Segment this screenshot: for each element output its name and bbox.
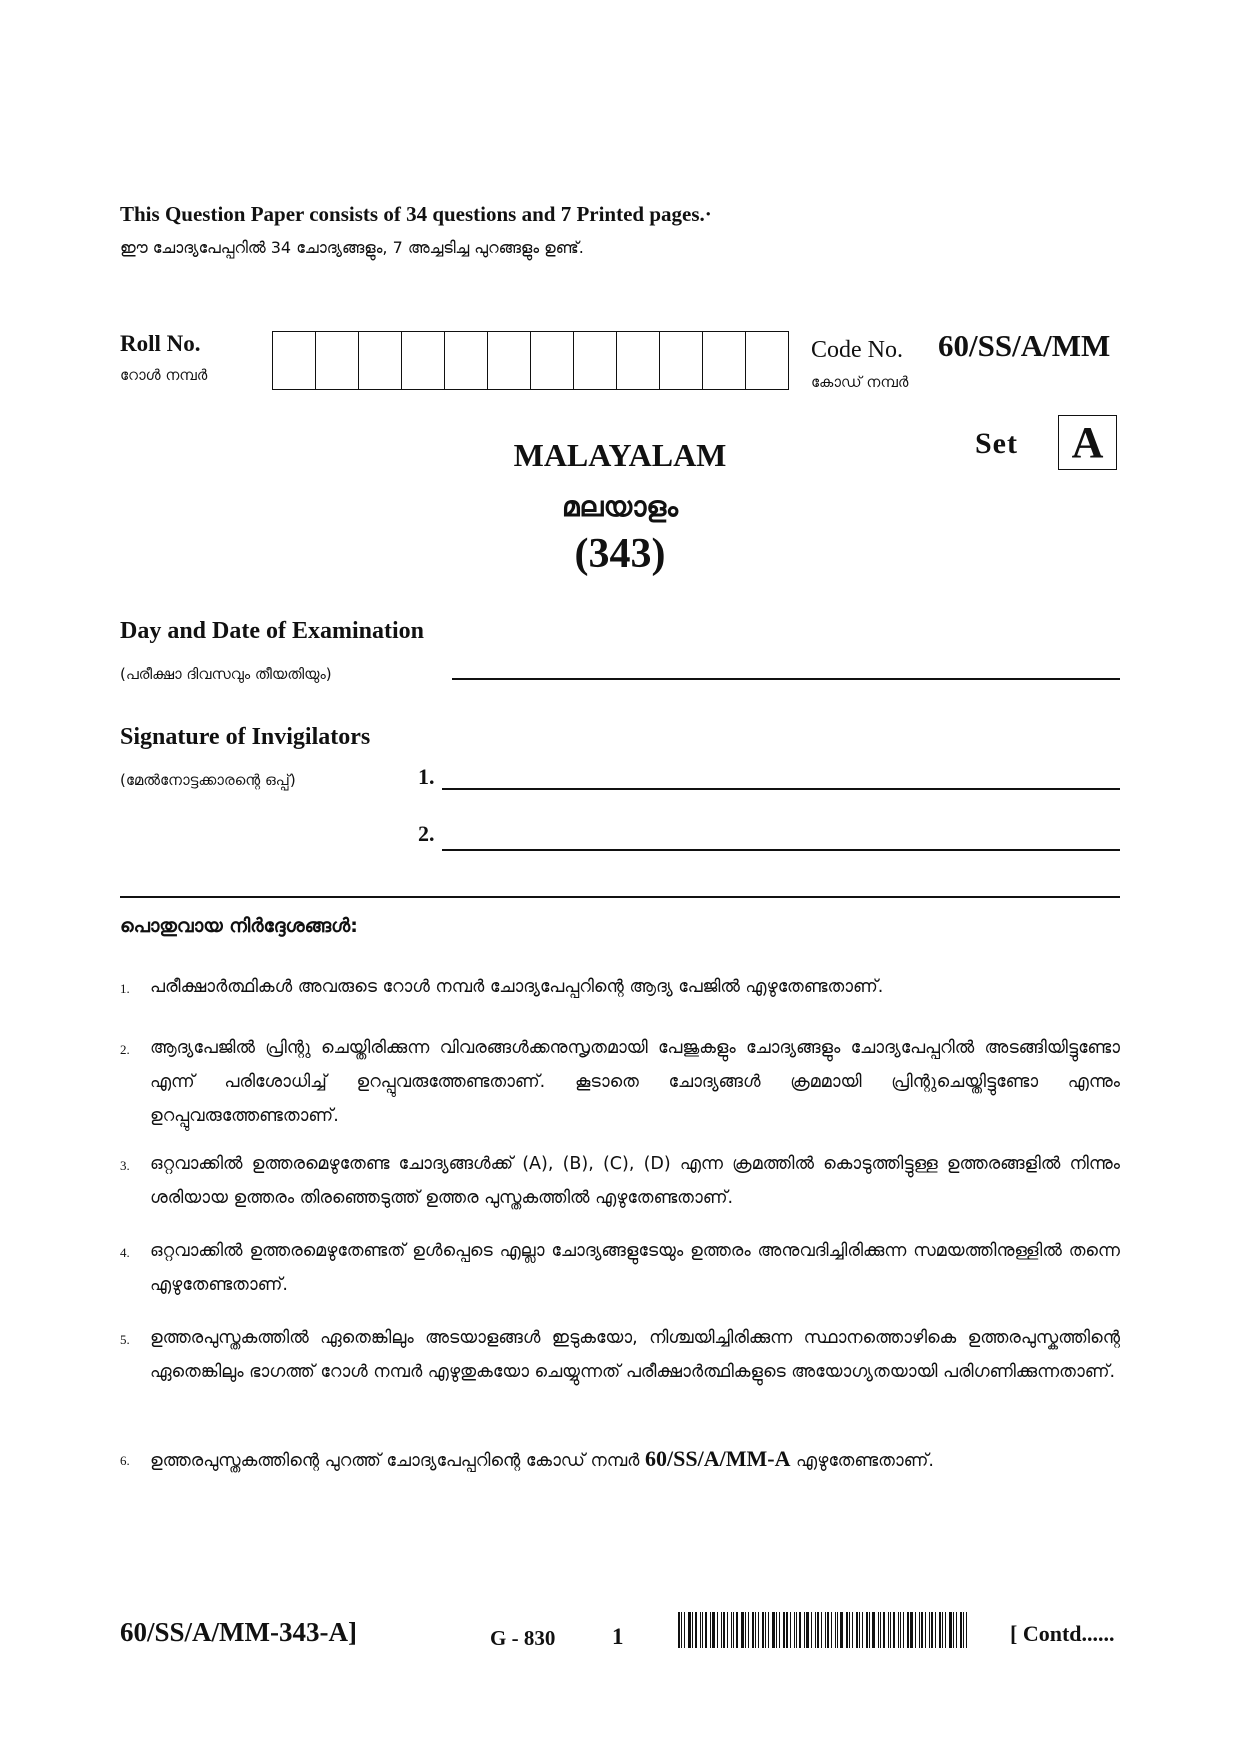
barcode-bar (925, 1612, 926, 1648)
barcode-bar (840, 1612, 843, 1648)
invigilator-1-signature-line[interactable] (442, 788, 1120, 790)
barcode-bar (702, 1612, 703, 1648)
roll-number-label: Roll No. (120, 331, 201, 356)
barcode-bar (907, 1612, 909, 1648)
subject-code: (343) (574, 531, 666, 577)
barcode-bar (939, 1612, 941, 1648)
barcode-bar (695, 1612, 697, 1648)
barcode-bar (731, 1612, 732, 1648)
barcode-bar (821, 1612, 822, 1648)
invigilator-1-number: 1. (418, 764, 435, 789)
exam-date-title: Day and Date of Examination (120, 618, 425, 644)
barcode-bar (919, 1612, 920, 1648)
barcode-bar (890, 1612, 891, 1648)
instruction-number: 3. (120, 1158, 130, 1173)
barcode-bar (825, 1612, 826, 1648)
instruction-item (120, 1031, 1120, 1133)
code-number-value: 60/SS/A/MM (938, 328, 1111, 363)
barcode-bar (727, 1612, 728, 1648)
barcode-bar (846, 1612, 848, 1648)
barcode-bar (945, 1612, 946, 1648)
barcode-bar (963, 1612, 964, 1648)
barcode-bar (786, 1612, 788, 1648)
barcode-bar (929, 1612, 930, 1648)
barcode-bar (681, 1612, 682, 1648)
instruction-number: 4. (120, 1245, 130, 1260)
barcode-bar (878, 1612, 879, 1648)
barcode-bar (921, 1612, 923, 1648)
barcode-bar (942, 1612, 943, 1648)
roll-digit-box[interactable] (660, 332, 703, 389)
barcode-bar (935, 1612, 936, 1648)
instruction-number: 5. (120, 1332, 130, 1347)
barcode-bar (953, 1612, 954, 1648)
barcode-bar (710, 1612, 711, 1648)
barcode-bar (741, 1612, 744, 1648)
barcode-bar (755, 1612, 756, 1648)
instruction-number: 6. (120, 1453, 130, 1468)
roll-digit-box[interactable] (617, 332, 660, 389)
instruction-text-before: ഉത്തരപുസ്തകത്തിന്റെ പുറത്ത് ചോദ്യപേപ്പറിന്റെ കോഡ് നമ്പർ (150, 1451, 640, 1471)
subject-title: MALAYALAM (513, 437, 727, 473)
roll-digit-box[interactable] (359, 332, 402, 389)
barcode-bar (772, 1612, 775, 1648)
barcode-bar (700, 1612, 701, 1648)
barcode-bar (827, 1612, 829, 1648)
instruction-text (150, 1442, 1120, 1478)
barcode-bar (910, 1612, 913, 1648)
instructions-title: പൊതുവായ നിർദ്ദേശങ്ങൾ: (120, 915, 358, 937)
barcode-bar (804, 1612, 805, 1648)
instruction-item (120, 970, 1120, 1006)
barcode-bar (856, 1612, 858, 1648)
roll-number-label-ml: റോൾ നമ്പർ (120, 366, 208, 384)
barcode-bar (831, 1612, 832, 1648)
barcode-bar (852, 1612, 853, 1648)
barcode-bar (837, 1612, 838, 1648)
barcode-bar (866, 1612, 868, 1648)
barcode-bar (678, 1612, 680, 1648)
barcode-bar (688, 1612, 691, 1648)
instruction-text: ഒറ്റവാക്കിൽ ഉത്തരമെഴുതേണ്ട ചോദ്യങ്ങൾക്ക് (A), (B), (C), (D) എന്ന ക്രമത്തിൽ കൊടുത്തിട്ടുള്ള ഉത്തരങ്ങളിൽ നിന്നും ശരിയായ ഉത്തരം തിരഞ്ഞെടുത്ത് ഉത്തര പുസ്തകത്തിൽ എഴുതേണ്ടതാണ്. (150, 1154, 1120, 1208)
barcode-bar (815, 1612, 816, 1648)
barcode-bar (790, 1612, 791, 1648)
instruction-item (120, 1442, 1120, 1478)
barcode-bar (752, 1612, 754, 1648)
barcode-bar (893, 1612, 895, 1648)
barcode-bar (915, 1612, 916, 1648)
barcode-bar (880, 1612, 881, 1648)
barcode-bar (783, 1612, 785, 1648)
exam-date-subtitle: (പരീക്ഷാ ദിവസവും തീയതിയും) (120, 665, 332, 683)
barcode-bar (692, 1612, 693, 1648)
instruction-item (120, 1234, 1120, 1302)
code-number-label: Code No. (811, 337, 903, 363)
roll-digit-box[interactable] (316, 332, 359, 389)
roll-digit-box[interactable] (273, 332, 316, 389)
instruction-text: ആദ്യപേജിൽ പ്രിന്റു ചെയ്തിരിക്കുന്ന വിവരങ്ങൾക്കനുസൃതമായി പേജുകളും ചോദ്യങ്ങളും ചോദ്യപേപ്പറിൽ അടങ്ങിയിട്ടുണ്ടോ എന്ന് പരിശോധിച്ച് ഉറപ്പുവരുത്തേണ്ടതാണ്. കൂടാതെ ചോദ്യങ്ങൾ ക്രമമായി പ്രിന്റുചെയ്തിട്ടുണ്ടോ എന്നും ഉറപ്പുവരുത്തേണ്ടതാണ്. (150, 1038, 1120, 1126)
barcode-bar (799, 1612, 801, 1648)
barcode-bar (733, 1612, 734, 1648)
barcode-bar (817, 1612, 819, 1648)
barcode-bar (966, 1612, 967, 1648)
barcode-bar (765, 1612, 766, 1648)
barcode-bar (758, 1612, 759, 1648)
roll-digit-box[interactable] (402, 332, 445, 389)
roll-digit-box[interactable] (531, 332, 574, 389)
barcode-bar (949, 1612, 952, 1648)
roll-digit-box[interactable] (746, 332, 789, 389)
set-value-box: A (1058, 415, 1117, 470)
header-question-count-ml: ഈ ചോദ്യപേപ്പറിൽ 34 ചോദ്യങ്ങളും, 7 അച്ചടിച്ച പുറങ്ങളും ഉണ്ട്. (120, 238, 584, 257)
invigilators-subtitle: (മേൽനോട്ടക്കാരന്റെ ഒപ്പ്) (120, 771, 296, 789)
barcode-bar (903, 1612, 904, 1648)
instruction-item (120, 1321, 1120, 1389)
barcode-bar (872, 1612, 875, 1648)
barcode (678, 1612, 976, 1648)
barcode-bar (888, 1612, 889, 1648)
barcode-bar (762, 1612, 764, 1648)
barcode-bar (883, 1612, 885, 1648)
instruction-text-after: എഴുതേണ്ടതാണ്. (796, 1451, 934, 1471)
barcode-bar (869, 1612, 870, 1648)
barcode-bar (849, 1612, 850, 1648)
exam-date-line[interactable] (452, 678, 1120, 680)
barcode-bar (745, 1612, 746, 1648)
barcode-bar (931, 1612, 933, 1648)
footer-g-code: G - 830 (490, 1626, 556, 1650)
barcode-bar (721, 1612, 722, 1648)
instruction-code: 60/SS/A/MM-A (645, 1446, 791, 1471)
invigilators-title: Signature of Invigilators (120, 724, 371, 750)
barcode-bar (796, 1612, 797, 1648)
instruction-text: പരീക്ഷാർത്ഥികൾ അവരുടെ റോൾ നമ്പർ ചോദ്യപേപ്പറിന്റെ ആദ്യ പേജിൽ എഴുതേണ്ടതാണ്. (150, 977, 884, 997)
barcode-bar (960, 1612, 962, 1648)
set-label: Set (975, 427, 1018, 460)
roll-digit-box[interactable] (488, 332, 531, 389)
barcode-bar (900, 1612, 901, 1648)
instruction-text: ഉത്തരപുസ്തകത്തിൽ ഏതെങ്കിലും അടയാളങ്ങൾ ഇടുകയോ, നിശ്ചയിച്ചിരിക്കുന്ന സ്ഥാനത്തൊഴികെ ഉത്തരപുസ്കത്തിന്റെ ഏതെങ്കിലും ഭാഗത്ത് റോൾ നമ്പർ എഴുതുകയോ ചെയ്യുന്നത് പരീക്ഷാർത്ഥികളുടെ അയോഗ്യതയായി പരിഗണിക്കുന്നതാണ്. (150, 1328, 1120, 1382)
header-question-count: This Question Paper consists of 34 questions and 7 Printed pages.· (120, 202, 712, 226)
barcode-bar (811, 1612, 812, 1648)
barcode-bar (779, 1612, 780, 1648)
code-number-label-ml: കോഡ് നമ്പർ (811, 373, 909, 391)
barcode-bar (794, 1612, 795, 1648)
invigilator-2-number: 2. (418, 821, 435, 846)
barcode-bar (712, 1612, 715, 1648)
barcode-bar (736, 1612, 738, 1648)
barcode-bar (705, 1612, 707, 1648)
barcode-bar (768, 1612, 769, 1648)
instruction-number: 1. (120, 981, 130, 996)
invigilator-2-signature-line[interactable] (442, 849, 1120, 851)
roll-digit-box[interactable] (574, 332, 617, 389)
instruction-item (120, 1147, 1120, 1215)
subject-title-ml: മലയാളം (561, 490, 679, 523)
barcode-bar (684, 1612, 685, 1648)
footer-contd: [ Contd...... (1010, 1621, 1115, 1646)
instruction-text: ഒറ്റവാക്കിൽ ഉത്തരമെഴുതേണ്ടത് ഉൾപ്പെടെ എല്ലാ ചോദ്യങ്ങളുടേയും ഉത്തരം അനുവദിച്ചിരിക്കുന്ന സമയത്തിനുള്ളിൽ തന്നെ എഴുതേണ്ടതാണ്. (150, 1241, 1120, 1295)
barcode-bar (806, 1612, 809, 1648)
roll-digit-box[interactable] (703, 332, 746, 389)
barcode-bar (717, 1612, 718, 1648)
barcode-bar (859, 1612, 860, 1648)
roll-number-boxes[interactable] (272, 331, 789, 390)
barcode-bar (748, 1612, 749, 1648)
section-divider (120, 896, 1120, 898)
barcode-bar (956, 1612, 957, 1648)
barcode-bar (835, 1612, 836, 1648)
footer-page-number: 1 (612, 1624, 624, 1649)
instruction-number: 2. (120, 1042, 130, 1057)
barcode-bar (776, 1612, 777, 1648)
footer-paper-code: 60/SS/A/MM-343-A] (120, 1617, 357, 1647)
barcode-bar (862, 1612, 863, 1648)
barcode-bar (898, 1612, 899, 1648)
roll-digit-box[interactable] (445, 332, 488, 389)
barcode-bar (723, 1612, 725, 1648)
